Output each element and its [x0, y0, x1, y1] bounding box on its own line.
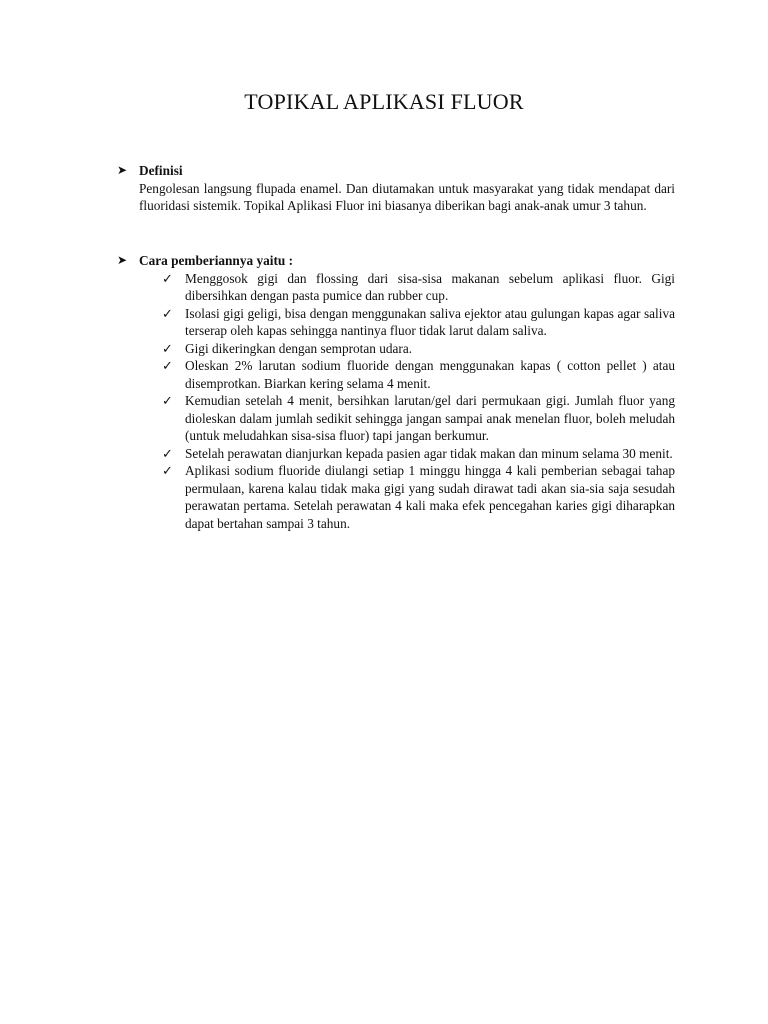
list-item: [162, 392, 675, 445]
section-heading: [117, 252, 675, 270]
list-item-text: Oleskan 2% larutan sodium fluoride dengan menggunakan kapas ( cotton pellet ) atau disemprotkan. Biarkan kering selama 4 menit.: [185, 358, 675, 391]
checkmark-icon: ✓: [162, 445, 173, 461]
list-item-text: Aplikasi sodium fluoride diulangi setiap 1 minggu hingga 4 kali pemberian sebagai tahap permulaan, karena kalau tidak maka gigi yang sudah dirawat tadi akan sia-sia saja sesudah perawatan pertama. Setelah perawatan 4 kali maka efek pencegahan karies gigi diharapkan dapat bertahan sampai 3 tahun.: [185, 463, 675, 531]
checkmark-icon: ✓: [162, 270, 173, 286]
section-body: Pengolesan langsung flupada enamel. Dan diutamakan untuk masyarakat yang tidak mendapat dari fluoridasi sistemik. Topikal Aplikasi Fluor ini biasanya diberikan bagi anak-anak umur 3 tahun.: [139, 180, 675, 213]
list-item: [162, 357, 675, 392]
section-heading-text: Cara pemberiannya yaitu :: [139, 253, 294, 268]
section-cara-pemberian: [117, 252, 675, 532]
section-definisi: [117, 162, 675, 215]
section-heading-text: Definisi: [139, 163, 183, 178]
checkmark-icon: ✓: [162, 305, 173, 321]
document-title: TOPIKAL APLIKASI FLUOR: [244, 89, 524, 114]
list-item-text: Gigi dikeringkan dengan semprotan udara.: [185, 340, 413, 356]
list-item: [162, 270, 675, 305]
list-item: [162, 462, 675, 532]
list-item: [162, 340, 675, 358]
list-item-text: Menggosok gigi dan flossing dari sisa-sisa makanan sebelum aplikasi fluor. Gigi dibersihkan dengan pasta pumice dan rubber cup.: [185, 270, 675, 303]
list-item-text: Setelah perawatan dianjurkan kepada pasien agar tidak makan dan minum selama 30 menit.: [185, 445, 673, 461]
checkmark-icon: ✓: [162, 393, 173, 408]
checkmark-icon: ✓: [162, 340, 173, 356]
steps-list: [117, 270, 675, 533]
section-heading: [117, 162, 675, 180]
checkmark-icon: ✓: [162, 358, 173, 373]
list-item: [162, 445, 675, 463]
arrowhead-bullet-icon: ➤: [117, 253, 128, 267]
list-item: [162, 305, 675, 340]
arrowhead-bullet-icon: ➤: [117, 163, 128, 177]
list-item-text: Kemudian setelah 4 menit, bersihkan larutan/gel dari permukaan gigi. Jumlah fluor yang dioleskan dalam jumlah sedikit sehingga jangan sampai anak menelan fluor, boleh meludah (untuk meludahkan sisa-sisa fluor) tapi jangan berkumur.: [185, 393, 675, 443]
checkmark-icon: ✓: [162, 463, 173, 478]
list-item-text: Isolasi gigi geligi, bisa dengan menggunakan saliva ejektor atau gulungan kapas agar saliva terserap oleh kapas sehingga nantinya fluor tidak larut dalam saliva.: [185, 305, 675, 338]
